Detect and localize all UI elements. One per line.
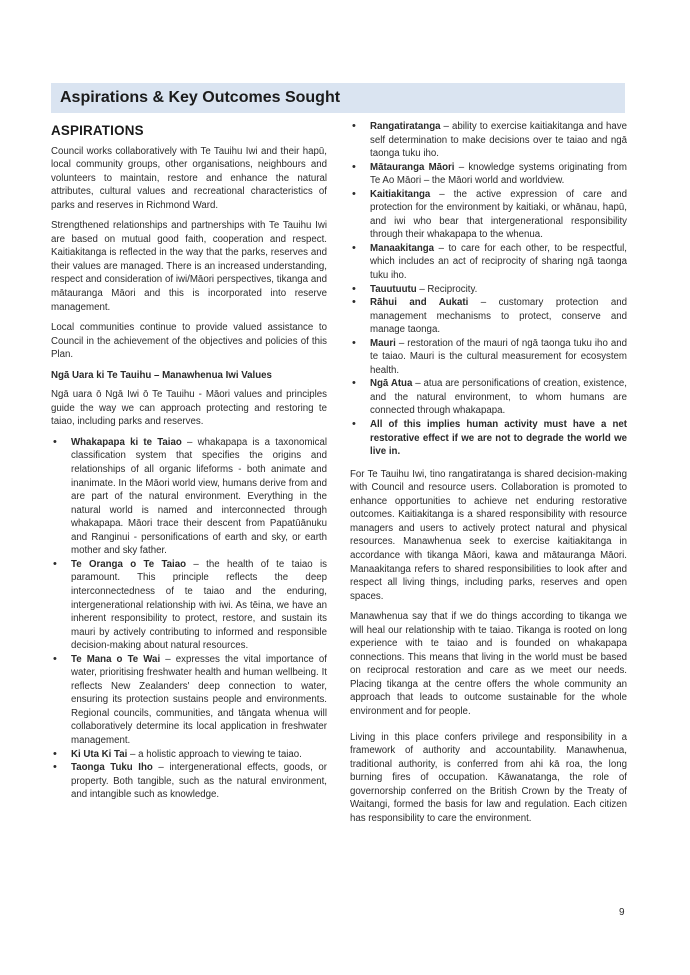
paragraph: For Te Tauihu Iwi, tino rangatiratanga is shared decision-making with Council and resource users. Collaboration is promoted to enhance opportunities to achieve net enduring restorative outcomes. Kaitiakitanga is a shared responsibility with resource managers and users to actively protect natural and physical resources. Manawhenua seek to exercise kaitiakitanga in accordance with tikanga Māori, kawa and mātauranga Māori. Manaakitanga refers to shared responsibilities to look after and respect all living things, including parks, reserves and open spaces.	[350, 468, 627, 602]
left-column	[51, 123, 327, 808]
list-item	[51, 653, 327, 748]
list-item	[350, 337, 627, 378]
paragraph: Manawhenua say that if we do things according to tikanga we will heal our relationship with te taiao. Tikanga is rooted on long experience with te taiao and is founded on whakapapa connections. This means that living in the world must be based on reciprocal restoration and care as we meet our needs. Placing tikanga at the centre offers the whole community an approach that leads to outcome sustainable for the whole environment and for people.	[350, 611, 627, 717]
list-item-text: – Reciprocity.	[416, 283, 478, 295]
list-item-term: Tauutuutu	[370, 283, 417, 295]
list-item-text: – the health of te taiao is paramount. This principle reflects the deep interconnectedness of te taiao and the enduring, intergenerational relationship with iwi. As tēina, we have an inherent responsibility to protect, restore, and sustain its mauri by actively contributing to informed and responsible decision-making about natural resources.	[71, 558, 327, 652]
list-item	[350, 418, 627, 459]
list-item-text: – ability to exercise kaitiakitanga and have self determination to make decisions over te taiao and ngā taonga tuku iho.	[370, 121, 627, 160]
list-item-term: Rangatiratanga	[370, 121, 441, 132]
list-item-term: Mātauranga Māori	[370, 161, 455, 173]
list-item-text: – whakapapa is a taxonomical classification system that specifies the origins and relationships of all organic lifeforms - both animate and inanimate. In the Māori world view, humans derive from and are part of the natural environment. Everything in the natural world is named and interconnected through whakapapa. Māori trace their descent from Papatūānuku and Ranginui - personifications of earth and sky, or earth mother and sky father.	[71, 436, 327, 557]
list-item-term: Manaakitanga	[370, 242, 435, 254]
list-item-term: Mauri	[370, 337, 396, 349]
list-item-term: Ngā Atua	[370, 378, 413, 390]
paragraph: Council works collaboratively with Te Tauihu Iwi and their hapū, local community groups, other organisations, neighbours and volunteers to maintain, restore and enhance the natural attributes, cultural values and recreational characteristics of parks and reserves in Richmond Ward.	[51, 145, 327, 211]
list-item-text: – the active expression of care and protection for the environment by kaitiaki, or whānau, hapū, and iwi who bear that intergenerational responsibility through their whakapapa to the whenua.	[370, 188, 627, 241]
list-item	[51, 761, 327, 802]
list-item-term: Whakapapa ki te Taiao	[71, 436, 182, 448]
section-banner: Aspirations & Key Outcomes Sought	[51, 83, 625, 113]
list-item-term: All of this implies human activity must have a net restorative effect if we are not to degrade the world we live in.	[370, 419, 627, 458]
list-item	[350, 188, 627, 242]
list-item	[350, 283, 627, 297]
list-item-text: – a holistic approach to viewing te taiao.	[127, 748, 302, 760]
list-item-term: Rāhui and Aukati	[370, 297, 469, 309]
list-item	[350, 120, 627, 161]
list-item	[51, 748, 327, 762]
list-item	[350, 296, 627, 337]
aspirations-heading: ASPIRATIONS	[51, 123, 144, 138]
list-item-text: – expresses the vital importance of water, prioritising freshwater health and human wellbeing. It reflects New Zealanders' deep connection to water, ensuring its protection sustains people and environments. Regional councils, communities, and tāngata whenua will collaboratively determine its local application in freshwater management.	[71, 653, 327, 746]
paragraph: Local communities continue to provide valued assistance to Council in the achievement of the objectives and policies of this Plan.	[51, 322, 327, 361]
values-subheading: Ngā Uara ki Te Tauihu – Manawhenua Iwi Values	[51, 369, 272, 381]
list-item-text: – intergenerational effects, goods, or property. Both tangible, such as the natural environment, and intangible such as knowledge.	[71, 762, 327, 801]
values-intro: Ngā uara ō Ngā Iwi ō Te Tauihu - Māori values and principles guide the way we can approach protecting and restoring te taiao, including parks and reserves.	[51, 389, 327, 428]
list-item-text: – customary protection and management mechanisms to protect, conserve and manage taonga.	[370, 297, 627, 336]
list-item	[350, 161, 627, 188]
list-item	[51, 558, 327, 653]
right-column	[350, 123, 627, 832]
list-item-text: – restoration of the mauri of ngā taonga tuku iho and te taiao. Mauri is the cultural measurement for ecosystem health.	[370, 337, 627, 376]
paragraph: Living in this place confers privilege and responsibility in a framework of authority and accountability. Manawhenua, traditional authority, is conferred from ahi kā roa, the long burning fires of occupation. Kāwanatanga, the role of governorship conferred on the British Crown by the Treaty of Waitangi, formed the basis for law and regulation. Each citizen has responsibility to care the environment.	[350, 731, 627, 824]
page-number: 9	[619, 907, 625, 918]
list-item-term: Te Mana o Te Wai	[71, 653, 161, 665]
values-list-continued	[350, 120, 627, 459]
list-item-term: Ki Uta Ki Tai	[71, 748, 128, 760]
list-item	[350, 377, 627, 418]
paragraph: Strengthened relationships and partnerships with Te Tauihu Iwi are based on mutual good faith, cooperation and respect. Kaitiakitanga is reflected in the way that the parks, reserves and their values are managed. There is an increased understanding, respect and consideration of iwi/Māori perspectives, tikanga and mātauranga Māori and this is incorporated into reserve management.	[51, 220, 327, 313]
list-item	[51, 436, 327, 558]
list-item-text: – atua are personifications of creation, existence, and the natural environment, to whom humans are connected through whakapapa.	[370, 378, 627, 417]
list-item-term: Taonga Tuku Iho	[71, 762, 153, 774]
list-item-term: Te Oranga o Te Taiao	[71, 558, 187, 570]
values-list	[51, 436, 327, 802]
list-item-term: Kaitiakitanga	[370, 188, 431, 200]
list-item-text: – to care for each other, to be respectful, which includes an act of reciprocity of sharing ngā taonga tuku iho.	[370, 242, 627, 282]
list-item-text: – knowledge systems originating from Te Ao Māori – the Māori world and worldview.	[370, 161, 627, 187]
list-item	[350, 242, 627, 283]
